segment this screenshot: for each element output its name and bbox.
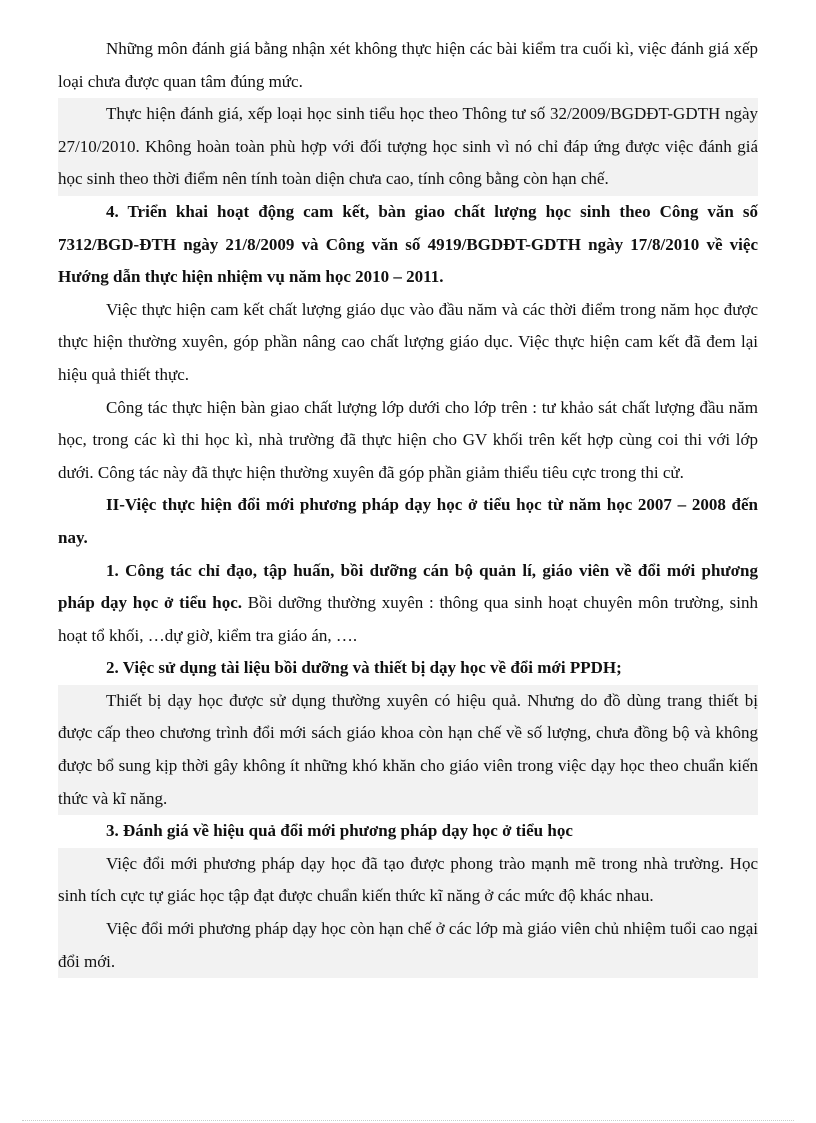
heading-section-4: 4. Triển khai hoạt động cam kết, bàn giao chất lượng học sinh theo Công văn số 7312/BGD-ĐTH ngày 21/8/2009 và Công văn số 4919/BGDĐT-GDTH ngày 17/8/2010 về việc Hướng dẫn thực hiện nhiệm vụ năm học 2010 – 2011.	[58, 201, 758, 287]
paragraph-evaluation-comments: Những môn đánh giá bằng nhận xét không thực hiện các bài kiểm tra cuối kì, việc đánh giá xếp loại chưa được quan tâm đúng mức.	[58, 39, 758, 91]
document-page	[58, 33, 758, 978]
paragraph-quality-handover: Công tác thực hiện bàn giao chất lượng lớp dưới cho lớp trên : tư khảo sát chất lượng đầu năm học, trong các kì thi học kì, nhà trường đã thực hiện cho GV khối trên kết hợp cùng coi thi với lớp dưới. Công tác này đã thực hiện thường xuyên đã góp phần giảm thiểu tiêu cực trong thi cử.	[58, 397, 758, 482]
heading-section-2: 2. Việc sử dụng tài liệu bồi dưỡng và thiết bị dạy học về đổi mới PPDH;	[106, 658, 622, 678]
paragraph-section-1	[58, 555, 758, 653]
heading-section-1: 1. Công tác chỉ đạo, tập huấn, bồi dưỡng cán bộ quản lí, giáo viên về đổi mới phương pháp dạy học ở tiểu học.	[58, 560, 758, 613]
paragraph-method-innovation: Việc đổi mới phương pháp dạy học đã tạo được phong trào mạnh mẽ trong nhà trường. Học sinh tích cực tự giác học tập đạt được chuẩn kiến thức kĩ năng ở các mức độ khác nhau.	[58, 848, 758, 913]
heading-section-3: 3. Đánh giá về hiệu quả đổi mới phương pháp dạy học ở tiểu học	[106, 821, 573, 841]
paragraph-quality-commitment: Việc thực hiện cam kết chất lượng giáo dục vào đầu năm và các thời điểm trong năm học được thực hiện thường xuyên, góp phần nâng cao chất lượng giáo dục. Việc thực hiện cam kết đã đem lại hiệu quả thiết thực.	[58, 299, 758, 384]
section-1-body: Bồi dưỡng thường xuyên : thông qua sinh hoạt chuyên môn trường, sinh hoạt tổ khối, …dự giờ, kiểm tra giáo án, ….	[58, 593, 758, 645]
paragraph-circular-32: Thực hiện đánh giá, xếp loại học sinh tiểu học theo Thông tư số 32/2009/BGDĐT-GDTH ngày 27/10/2010. Không hoàn toàn phù hợp với đối tượng học sinh vì nó chỉ đáp ứng được việc đánh giá học sinh theo thời điểm nên tính toàn diện chưa cao, tính công bằng còn hạn chế.	[58, 98, 758, 196]
paragraph-teaching-equipment: Thiết bị dạy học được sử dụng thường xuyên có hiệu quả. Nhưng do đồ dùng trang thiết bị được cấp theo chương trình đổi mới sách giáo khoa còn hạn chế về số lượng, chưa đồng bộ và không được bổ sung kịp thời gây không ít những khó khăn cho giáo viên trong việc dạy học theo chuẩn kiến thức và kĩ năng.	[58, 685, 758, 815]
heading-section-ii: II-Việc thực hiện đổi mới phương pháp dạy học ở tiểu học từ năm học 2007 – 2008 đến nay.	[58, 495, 758, 547]
paragraph-innovation-limits: Việc đổi mới phương pháp dạy học còn hạn chế ở các lớp mà giáo viên chủ nhiệm tuổi cao ngại đổi mới.	[58, 913, 758, 978]
page-bottom-border	[22, 1120, 794, 1121]
